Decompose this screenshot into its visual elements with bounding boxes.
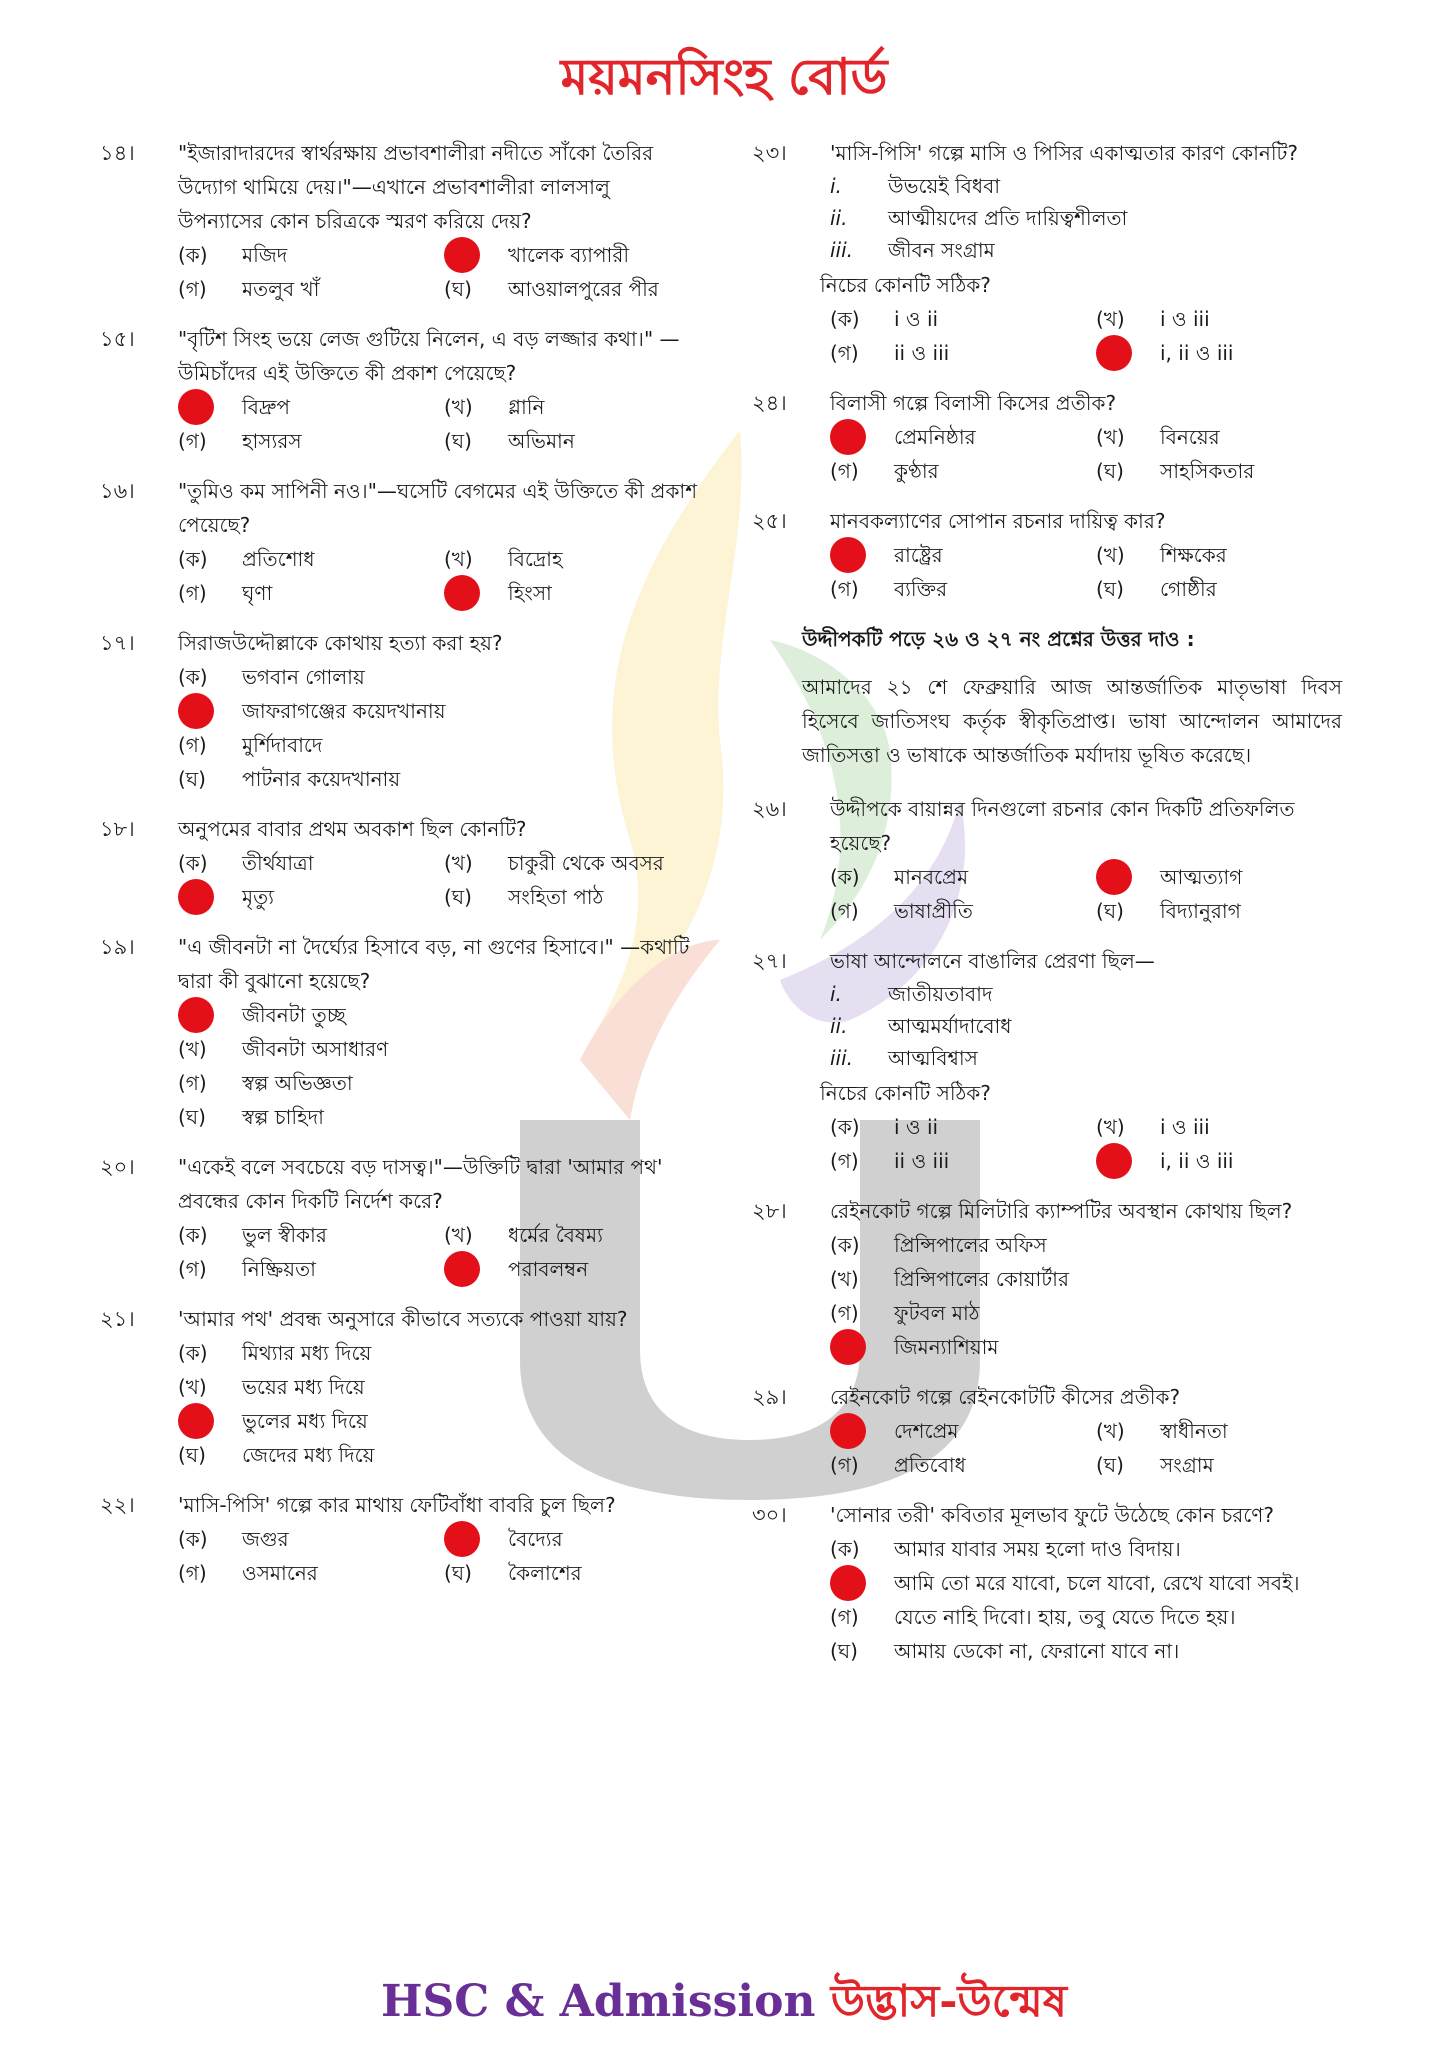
answer-dot: [830, 537, 866, 573]
answer-dot: [1096, 335, 1132, 371]
option-ka[interactable]: (ক) মানবপ্রেম: [830, 865, 969, 889]
answer-dot: [444, 1521, 480, 1557]
question-number: ২২।: [100, 1493, 135, 1517]
answer-dot: [178, 997, 214, 1033]
option-ga[interactable]: (গ) ওসমানের: [178, 1561, 318, 1585]
question-stem: "একেই বলে সবচেয়ে বড় দাসত্ব।"—উক্তিটি দ্বারা 'আমার পথ' প্রবন্ধের কোন দিকটি নির্দেশ করে?: [178, 1155, 663, 1213]
option-ga[interactable]: (গ) প্রতিবোধ: [830, 1453, 966, 1477]
option-kha[interactable]: (খ) গ্লানি: [444, 395, 545, 419]
answer-dot: [178, 1403, 214, 1439]
question-25: [752, 504, 1352, 606]
option-kha[interactable]: (খ) বিদ্রোহ: [444, 547, 563, 571]
option-kha[interactable]: (খ) বিনয়ের: [1096, 425, 1220, 449]
option-ga[interactable]: (গ) কুণ্ঠার: [830, 459, 939, 483]
option-kha-correct[interactable]: আত্মত্যাগ: [1096, 860, 1346, 894]
option-list: [178, 660, 700, 796]
question-21: [100, 1302, 700, 1472]
statement-i: i. উভয়েই বিধবা: [830, 174, 1001, 198]
statement-ii: ii. আত্মমর্যাদাবোধ: [830, 1014, 1012, 1038]
option-gha[interactable]: (ঘ) আমায় ডেকো না, ফেরানো যাবে না।: [830, 1639, 1180, 1663]
question-stem: ভাষা আন্দোলনে বাঙালির প্রেরণা ছিল—: [830, 949, 1155, 973]
option-ga[interactable]: (গ) ii ও iii: [830, 1149, 950, 1173]
answer-dot: [1096, 1143, 1132, 1179]
question-number: ১৬।: [100, 479, 135, 503]
question-16: [100, 474, 700, 610]
question-number: ১৮।: [100, 817, 135, 841]
question-26: [752, 792, 1352, 928]
question-stem: 'আমার পথ' প্রবন্ধ অনুসারে কীভাবে সত্যকে পাওয়া যায়?: [178, 1307, 628, 1331]
option-grid: [830, 420, 1352, 488]
option-gha[interactable]: (ঘ) কৈলাশের: [444, 1561, 582, 1585]
option-gha[interactable]: (ঘ) সাহসিকতার: [1096, 459, 1255, 483]
option-grid: [178, 390, 700, 458]
option-kha-correct[interactable]: আমি তো মরে যাবো, চলে যাবো, রেখে যাবো সবই।: [830, 1566, 1352, 1600]
option-kha[interactable]: (খ) ভয়ের মধ্য দিয়ে: [178, 1375, 365, 1399]
question-number: ২৭।: [752, 949, 787, 973]
stimulus-passage: আমাদের ২১ শে ফেব্রুয়ারি আজ আন্তর্জাতিক মাতৃভাষা দিবস হিসেবে জাতিসংঘ কর্তৃক স্বীকৃতিপ্রাপ্ত। ভাষা আন্দোলন আমাদের জাতিসত্তা ও ভাষাকে আন্তর্জাতিক মর্যাদায় ভূষিত করেছে।: [802, 675, 1342, 767]
option-grid: [178, 238, 700, 306]
answer-dot: [830, 1565, 866, 1601]
option-ka[interactable]: (ক) i ও ii: [830, 307, 939, 331]
option-ga[interactable]: (গ) ঘৃণা: [178, 581, 273, 605]
option-list: [830, 1532, 1352, 1668]
question-stem: "তুমিও কম সাপিনী নও।"—ঘসেটি বেগমের এই উক্তিতে কী প্রকাশ পেয়েছে?: [178, 479, 698, 537]
option-ka[interactable]: (ক) তীর্থযাত্রা: [178, 851, 314, 875]
option-gha-correct[interactable]: হিংসা: [444, 576, 694, 610]
option-ga[interactable]: (গ) যেতে নাহি দিবো। হায়, তবু যেতে দিতে হয়।: [830, 1605, 1236, 1629]
option-grid: [830, 538, 1352, 606]
option-ka-correct[interactable]: জীবনটা তুচ্ছ: [178, 998, 700, 1032]
answer-dot: [178, 389, 214, 425]
option-gha-correct[interactable]: পরাবলম্বন: [444, 1252, 694, 1286]
question-18: [100, 812, 700, 914]
option-ga-correct[interactable]: মৃত্যু: [178, 880, 428, 914]
question-28: [752, 1194, 1352, 1364]
question-stem: "বৃটিশ সিংহ ভয়ে লেজ গুটিয়ে নিলেন, এ বড় লজ্জার কথা।" —উমিচাঁদের এই উক্তিতে কী প্রকাশ পেয়েছে?: [178, 327, 680, 385]
question-stem: রেইনকোট গল্পে মিলিটারি ক্যাম্পটির অবস্থান কোথায় ছিল?: [830, 1199, 1293, 1223]
footer-brand: [0, 1968, 1448, 2041]
option-gha[interactable]: (ঘ) আওয়ালপুরের পীর: [444, 277, 659, 301]
option-kha-correct[interactable]: বৈদ্যের: [444, 1522, 694, 1556]
statement-i: i. জাতীয়তাবাদ: [830, 982, 993, 1006]
option-kha[interactable]: (খ) প্রিন্সিপালের কোয়ার্টার: [830, 1267, 1069, 1291]
question-24: [752, 386, 1352, 488]
option-ka[interactable]: (ক) মিথ্যার মধ্য দিয়ে: [178, 1341, 372, 1365]
footer-bangla: উদ্ভাস-উন্মেষ: [830, 1976, 1068, 2027]
question-number: ২৯।: [752, 1385, 787, 1409]
option-grid: [178, 1218, 700, 1286]
statement-iii: iii. আত্মবিশ্বাস: [830, 1046, 978, 1070]
question-30: [752, 1498, 1352, 1668]
option-list: [178, 1336, 700, 1472]
option-grid: [178, 542, 700, 610]
option-ka[interactable]: (ক) জগুর: [178, 1527, 289, 1551]
answer-dot: [444, 1251, 480, 1287]
question-stem: উদ্দীপকে বায়ান্নর দিনগুলো রচনার কোন দিকটি প্রতিফলিত হয়েছে?: [830, 797, 1295, 855]
option-gha[interactable]: (ঘ) গোষ্ঠীর: [1096, 577, 1217, 601]
option-ga[interactable]: (গ) ভাষাপ্রীতি: [830, 899, 973, 923]
question-stem: 'মাসি-পিসি' গল্পে কার মাথায় ফেটিবাঁধা বাবরি চুল ছিল?: [178, 1493, 616, 1517]
which-correct-prompt: নিচের কোনটি সঠিক?: [820, 1081, 991, 1105]
option-ga[interactable]: (গ) নিষ্ক্রিয়তা: [178, 1257, 316, 1281]
question-number: ১৭।: [100, 631, 135, 655]
option-ka-correct[interactable]: রাষ্ট্রের: [830, 538, 1080, 572]
option-grid: [178, 846, 700, 914]
option-ka-correct[interactable]: প্রেমনিষ্ঠার: [830, 420, 1080, 454]
option-ga[interactable]: (গ) মুর্শিদাবাদে: [178, 733, 323, 757]
question-29: [752, 1380, 1352, 1482]
option-ka[interactable]: (ক) ভগবান গোলায়: [178, 665, 365, 689]
option-kha[interactable]: (খ) ধর্মের বৈষম্য: [444, 1223, 603, 1247]
answer-dot: [444, 237, 480, 273]
answer-dot: [830, 1413, 866, 1449]
option-ka[interactable]: (ক) ভুল স্বীকার: [178, 1223, 327, 1247]
option-list: [830, 1228, 1352, 1364]
question-stem: মানবকল্যাণের সোপান রচনার দায়িত্ব কার?: [830, 509, 1166, 533]
option-gha[interactable]: (ঘ) অভিমান: [444, 429, 575, 453]
option-kha-correct[interactable]: খালেক ব্যাপারী: [444, 238, 694, 272]
question-number: ৩০।: [752, 1503, 787, 1527]
question-stem: "ইজারাদারদের স্বার্থরক্ষায় প্রভাবশালীরা নদীতে সাঁকো তৈরির উদ্যোগ থামিয়ে দেয়।"—এখানে প্রভাবশালীরা লালসালু উপন্যাসের কোন চরিত্রকে স্মরণ করিয়ে দেয়?: [178, 141, 654, 233]
option-ka[interactable]: (ক) মজিদ: [178, 243, 288, 267]
option-ga[interactable]: (গ) ব্যক্তির: [830, 577, 948, 601]
question-number: ১৪।: [100, 141, 135, 165]
option-list: [178, 998, 700, 1134]
option-ka[interactable]: (ক) আমার যাবার সময় হলো দাও বিদায়।: [830, 1537, 1181, 1561]
option-ka[interactable]: (ক) i ও ii: [830, 1115, 939, 1139]
answer-dot: [178, 693, 214, 729]
option-ga[interactable]: (গ) হাস্যরস: [178, 429, 302, 453]
question-stem: সিরাজউদ্দৌল্লাকে কোথায় হত্যা করা হয়?: [178, 631, 503, 655]
question-23: [752, 136, 1352, 370]
option-kha[interactable]: (খ) স্বাধীনতা: [1096, 1419, 1228, 1443]
left-column: [100, 136, 700, 1606]
answer-dot: [1096, 859, 1132, 895]
right-column: [752, 136, 1352, 1684]
question-number: ২০।: [100, 1155, 135, 1179]
question-number: ২৪।: [752, 391, 787, 415]
question-number: ২৩।: [752, 141, 787, 165]
option-grid: [830, 1414, 1352, 1482]
question-15: [100, 322, 700, 458]
option-kha[interactable]: (খ) জীবনটা অসাধারণ: [178, 1037, 389, 1061]
question-22: [100, 1488, 700, 1590]
option-kha[interactable]: (খ) শিক্ষকের: [1096, 543, 1227, 567]
question-number: ২১।: [100, 1307, 135, 1331]
option-ga-correct[interactable]: ভুলের মধ্য দিয়ে: [178, 1404, 700, 1438]
passage-heading: উদ্দীপকটি পড়ে ২৬ ও ২৭ নং প্রশ্নের উত্তর দাও :: [802, 627, 1195, 651]
question-20: [100, 1150, 700, 1286]
answer-dot: [178, 879, 214, 915]
option-kha[interactable]: (খ) চাকুরী থেকে অবসর: [444, 851, 664, 875]
option-gha[interactable]: (ঘ) সংহিতা পাঠ: [444, 885, 604, 909]
question-stem: রেইনকোট গল্পে রেইনকোটটি কীসের প্রতীক?: [830, 1385, 1181, 1409]
which-correct-prompt: নিচের কোনটি সঠিক?: [820, 273, 991, 297]
option-gha[interactable]: (ঘ) স্বল্প চাহিদা: [178, 1105, 324, 1129]
option-ga[interactable]: (গ) ii ও iii: [830, 341, 950, 365]
question-19: [100, 930, 700, 1134]
page-title: ময়মনসিংহ বোর্ড: [560, 48, 888, 106]
option-gha[interactable]: (ঘ) সংগ্রাম: [1096, 1453, 1214, 1477]
option-gha-correct[interactable]: i, ii ও iii: [1096, 336, 1346, 370]
statement-ii: ii. আত্মীয়দের প্রতি দায়িত্বশীলতা: [830, 206, 1128, 230]
option-ga[interactable]: (গ) স্বল্প অভিজ্ঞতা: [178, 1071, 353, 1095]
question-stem: 'সোনার তরী' কবিতার মূলভাব ফুটে উঠেছে কোন চরণে?: [830, 1503, 1274, 1527]
option-ka[interactable]: (ক) প্রিন্সিপালের অফিস: [830, 1233, 1047, 1257]
footer-english: HSC & Admission: [380, 1976, 816, 2027]
question-stem: 'মাসি-পিসি' গল্পে মাসি ও পিসির একাত্মতার কারণ কোনটি?: [830, 141, 1299, 165]
question-stem: বিলাসী গল্পে বিলাসী কিসের প্রতীক?: [830, 391, 1117, 415]
answer-dot: [444, 575, 480, 611]
question-14: [100, 136, 700, 306]
answer-dot: [830, 1329, 866, 1365]
option-kha-correct[interactable]: জাফরাগঞ্জের কয়েদখানায়: [178, 694, 700, 728]
option-kha[interactable]: (খ) i ও iii: [1096, 1115, 1210, 1139]
option-gha[interactable]: (ঘ) বিদ্যানুরাগ: [1096, 899, 1241, 923]
statement-iii: iii. জীবন সংগ্রাম: [830, 238, 995, 262]
question-number: ১৫।: [100, 327, 135, 351]
option-gha-correct[interactable]: জিমন্যাশিয়াম: [830, 1330, 1352, 1364]
option-grid: [830, 302, 1352, 370]
question-stem: "এ জীবনটা না দৈর্ঘ্যের হিসাবে বড়, না গুণের হিসাবে।" —কথাটি দ্বারা কী বুঝানো হয়েছে?: [178, 935, 690, 993]
answer-dot: [830, 419, 866, 455]
question-27: [752, 944, 1352, 1178]
option-grid: [830, 860, 1352, 928]
option-ka-correct[interactable]: বিদ্রুপ: [178, 390, 428, 424]
option-ga[interactable]: (গ) ফুটবল মাঠ: [830, 1301, 980, 1325]
question-number: ২৫।: [752, 509, 787, 533]
option-ka[interactable]: (ক) প্রতিশোধ: [178, 547, 315, 571]
question-number: ২৬।: [752, 797, 787, 821]
option-grid: [178, 1522, 700, 1590]
option-grid: [830, 1110, 1352, 1178]
option-gha[interactable]: (ঘ) জেদের মধ্য দিয়ে: [178, 1443, 375, 1467]
option-kha[interactable]: (খ) i ও iii: [1096, 307, 1210, 331]
question-17: [100, 626, 700, 796]
question-stem: অনুপমের বাবার প্রথম অবকাশ ছিল কোনটি?: [178, 817, 527, 841]
option-gha-correct[interactable]: i, ii ও iii: [1096, 1144, 1346, 1178]
option-ka-correct[interactable]: দেশপ্রেম: [830, 1414, 1080, 1448]
question-number: ২৮।: [752, 1199, 787, 1223]
question-number: ১৯।: [100, 935, 135, 959]
option-gha[interactable]: (ঘ) পাটনার কয়েদখানায়: [178, 767, 401, 791]
option-ga[interactable]: (গ) মতলুব খাঁ: [178, 277, 320, 301]
